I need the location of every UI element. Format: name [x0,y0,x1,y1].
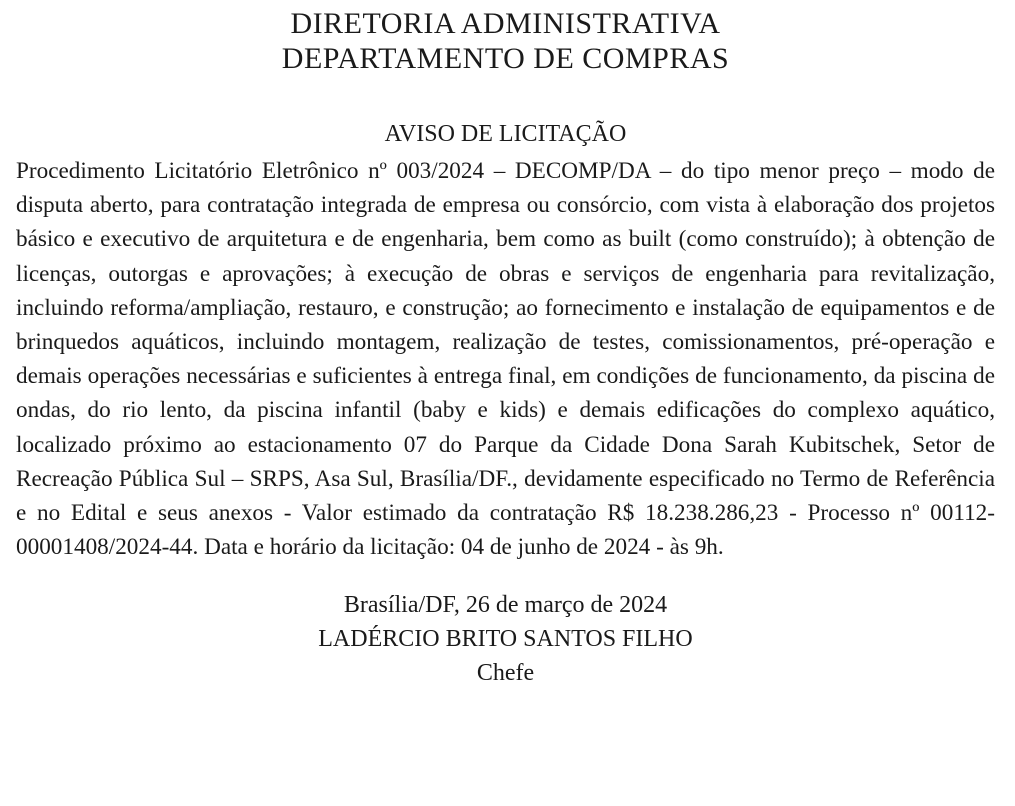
document-header [16,6,995,76]
department-title: DEPARTAMENTO DE COMPRAS [281,42,730,75]
signature-block [16,588,995,690]
notice-title: AVISO DE LICITAÇÃO [384,121,627,147]
notice-body-text: Procedimento Licitatório Eletrônico nº 003/2024 – DECOMP/DA – do tipo menor preço – modo de disputa aberto, para contratação integrada de empresa ou consórcio, com vista à elaboração dos projetos básico e executivo de arquitetura e de engenharia, bem como as built (como construído); à obtenção de licenças, outorgas e aprovações; à execução de obras e serviços de engenharia para revitalização, incluindo reforma/ampliação, restauro, e construção; ao fornecimento e instalação de equipamentos e de brinquedos aquáticos, incluindo montagem, realização de testes, comissionamentos, pré-operação e demais operações necessárias e suficientes à entrega final, em condições de funcionamento, da piscina de ondas, do rio lento, da piscina infantil (baby e kids) e demais edificações do complexo aquático, localizado próximo ao estacionamento 07 do Parque da Cidade Dona Sarah Kubitschek, Setor de Recreação Pública Sul – SRPS, Asa Sul, Brasília/DF., devidamente especificado no Termo de Referência e no Edital e seus anexos - Valor estimado da contratação R$ 18.238.286,23 - Processo nº 00112-00001408/2024-44. Data e horário da licitação: 04 de junho de 2024 - às 9h. [16,158,995,561]
place-and-date: Brasília/DF, 26 de março de 2024 [343,591,668,618]
directorate-title: DIRETORIA ADMINISTRATIVA [290,7,721,40]
document-page [0,6,1015,806]
signatory-name: LADÉRCIO BRITO SANTOS FILHO [318,625,693,652]
signatory-role: Chefe [476,659,535,686]
